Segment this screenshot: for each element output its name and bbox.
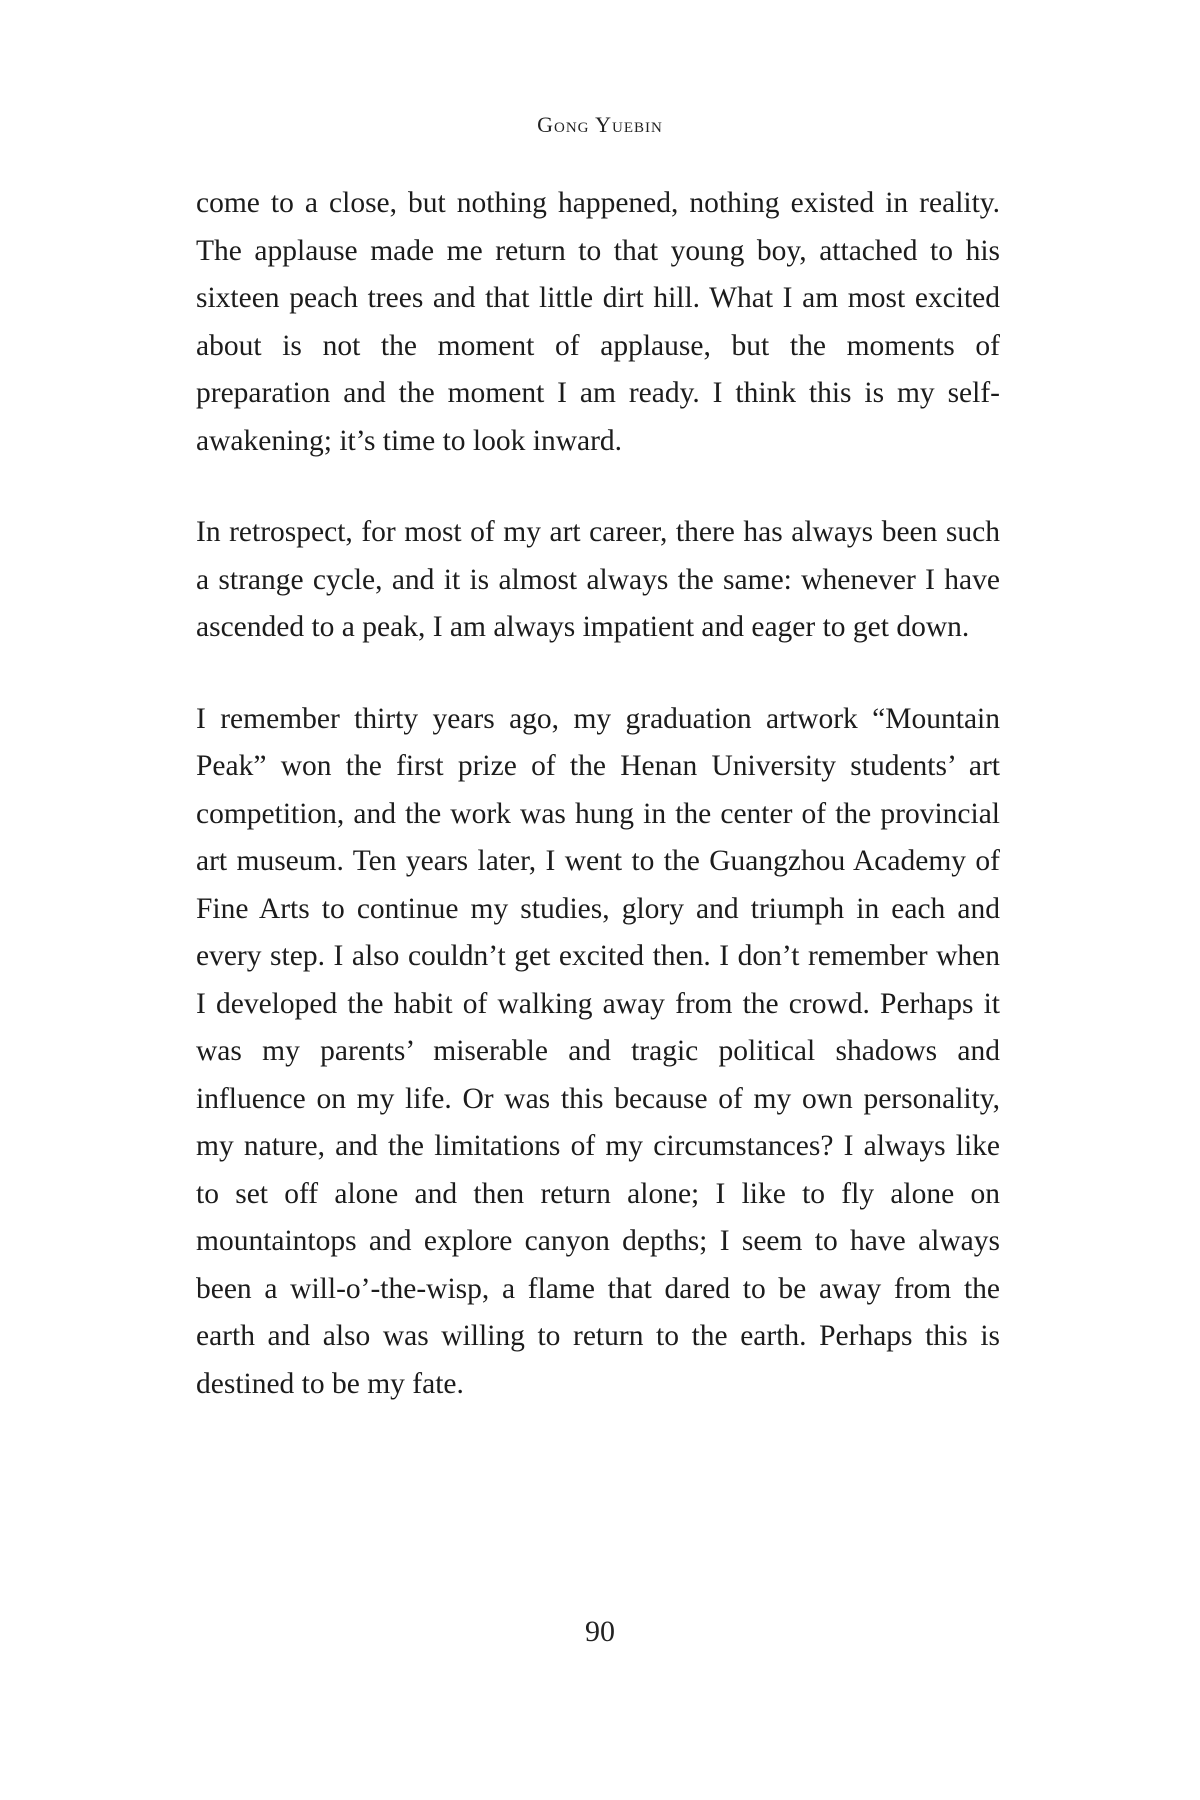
paragraph-2: In retrospect, for most of my art career, there has always been such a strange cycle, and it is almost always the same: whenever I have ascended to a peak, I am always impatient and eager to get down. xyxy=(196,516,1000,643)
page-number: 90 xyxy=(585,1615,615,1648)
paragraph-3: I remember thirty years ago, my graduation artwork “Mountain Peak” won the first prize of the Henan University students’ art competition, and the work was hung in the center of the provincial art museum. Ten years later, I went to the Guangzhou Academy of Fine Arts to continue my studies, glory and triumph in each and every step. I also couldn’t get excited then. I don’t remember when I developed the habit of walking away from the crowd. Perhaps it was my parents’ miserable and tragic political shadows and influence on my life. Or was this because of my own personality, my nature, and the limitations of my circumstances? I always like to set off alone and then return alone; I like to fly alone on mountaintops and explore canyon depths; I seem to have always been a will-o’-the-wisp, a flame that dared to be away from the earth and also was willing to return to the earth. Perhaps this is destined to be my fate. xyxy=(196,702,1000,1400)
paragraph-1: come to a close, but nothing happened, nothing existed in reality. The applause made me return to that young boy, attached to his sixteen peach trees and that little dirt hill. What I am most excited about is not the moment of applause, but the moments of preparation and the moment I am ready. I think this is my self-awakening; it’s time to look inward. xyxy=(196,187,1000,457)
body-text xyxy=(196,180,1000,1452)
running-head: Gong Yuebin xyxy=(537,112,663,137)
